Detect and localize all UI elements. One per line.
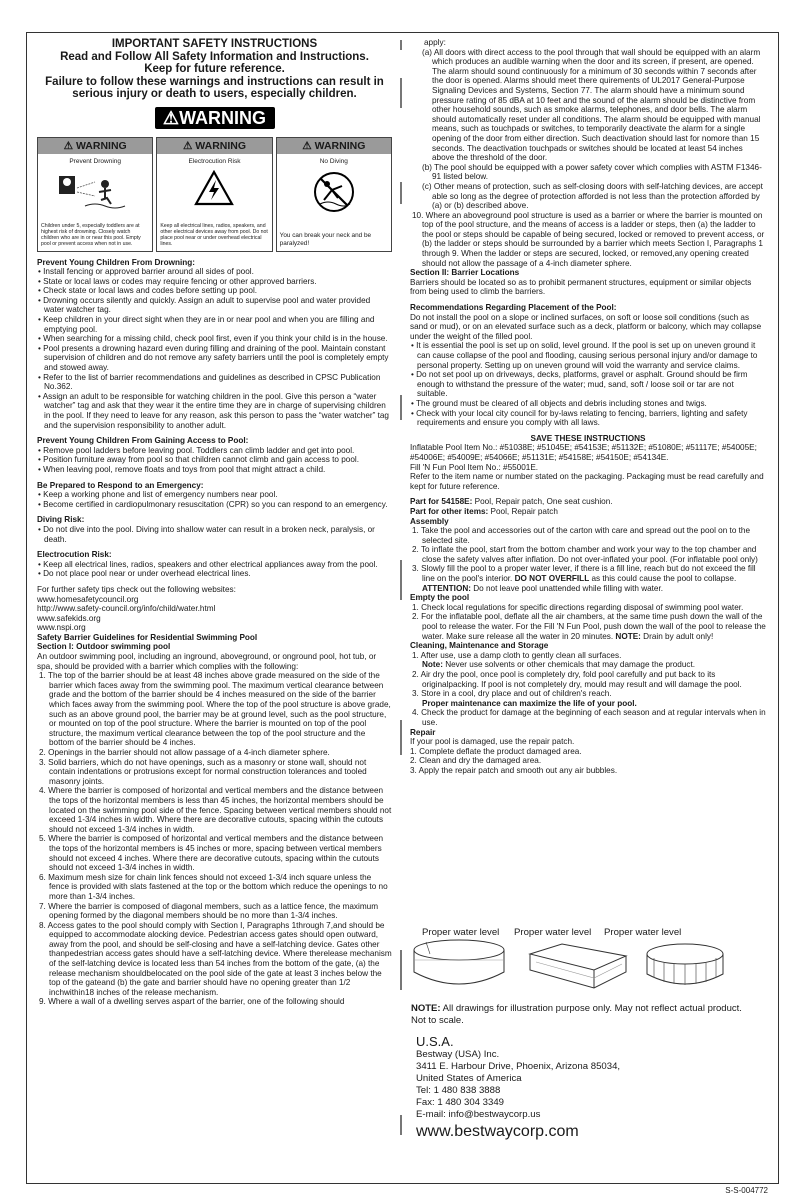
warning-box-text: Keep all electrical lines, radios, speakers, and other electrical devices away from pool. Do not place pool near or under overhead electrical lines.	[160, 223, 268, 248]
list-item: • Check with your local city council for by-laws relating to fencing, barriers, lighting and safety requirements and ensure you comply with all laws.	[411, 408, 748, 428]
section1-heading: Section I: Outdoor swimming pool	[37, 642, 171, 652]
list-item: 2. To inflate the pool, start from the bottom chamber and work your way to the top chamber and close the safety valves after inflation. Do not over-inflated your pool. (For inflatable pool only)	[412, 545, 758, 564]
margin-mark	[400, 395, 402, 420]
fill-n-fun-pool-drawing	[640, 936, 730, 996]
list-item: • Keep all electrical lines, radios, speakers and other electrical appliances away from the pool.	[38, 559, 378, 569]
section2-text: Barriers should be located so as to prohibit permanent structures, equipment or similar objects from being used to climb the barriers.	[410, 277, 752, 297]
margin-mark	[400, 1115, 402, 1135]
list-item: • Keep a working phone and list of emergency numbers near pool.	[38, 490, 278, 500]
section1-intro: An outdoor swimming pool, including an inground, aboveground, or onground pool, hot tub, or spa, should be provided with a barrier which complies with the following:	[37, 652, 377, 671]
list-item: 3. Store in a cool, dry place and out of children's reach.	[412, 689, 612, 699]
margin-mark	[400, 182, 402, 204]
warning-box-header: ⚠ WARNING	[277, 138, 391, 154]
list-item: 10. Where an aboveground pool structure is used as a barrier or where the barrier is mounted on top of the pool structure, and the means of access is a ladder or steps, then (a) the ladder to the pool or steps should be capable of being secured, locked or removed to prevent access, or (b) the ladder or steps should be surrounded by a barrier which meets Section I, Paragraphs 1 through 9. When the ladder or steps are secured, locked, or removed,any opening created should not allow the passage of a 4-inch diameter sphere.	[412, 210, 765, 268]
diving-heading: Diving Risk:	[37, 515, 85, 525]
water-level-label: Proper water level	[422, 927, 500, 938]
attention-text: ATTENTION: Do not leave pool unattended while filling with water.	[422, 583, 664, 593]
list-item: 2. For the inflatable pool, deflate all the air chambers, at the same time push down the wall of the pool to release the water. For the Fill 'N Fun Pool, push down the wall of the pool to release the water. Make sure release all the water in 20 minutes. NOTE: Drain by adult only!	[412, 612, 766, 641]
list-item: (b) The pool should be equipped with a power safety cover which complies with ASTM F1346-91 listed below.	[422, 162, 762, 182]
phone: Tel: 1 480 838 3888	[416, 1085, 501, 1096]
warning-box-text: You can break your neck and be paralyzed!	[279, 231, 372, 247]
warning-box-diving	[276, 137, 392, 252]
drowning-icon	[55, 170, 135, 214]
website-link[interactable]: www.homesafetycouncil.org	[37, 594, 139, 604]
address-line: United States of America	[416, 1073, 522, 1084]
list-item: 3. Solid barriers, which do not have openings, such as a masonry or stone wall, should not contain indentations or protrusions except for normal construction tolerances and tooled masonry joints.	[39, 757, 367, 786]
inflatable-items: Inflatable Pool Item No.: #51038E; #51045E; #54153E; #51132E; #51080E; #51117E; #54005E; #54006E; #54009E; #54066E; #51131E; #54158E; #54150E; #54134E.	[410, 443, 757, 462]
list-item: • It is essential the pool is set up on solid, level ground. If the pool is set up on uneven ground it can cause collapse of the pool and flooding, causing serious personal injury and/or damage to personal property. Setting up on uneven ground will void the warranty and service claims.	[411, 341, 758, 370]
list-item: • Do not set pool up on driveways, decks, platforms, gravel or asphalt. Ground should be firm enough to withstand the pressure of the water; mud, sand, soft / loose soil or tar are not suitable.	[411, 370, 748, 399]
right-column	[410, 38, 766, 776]
placement-intro: Do not install the pool on a slope or inclined surfaces, on soft or loose soil conditions (such as sand or mud), or on an elevated surface such as a deck, platform or balcony, which may collapse under the weight of the filled pool.	[410, 312, 762, 341]
left-column	[37, 38, 392, 1007]
list-item: 1. Check local regulations for specific directions regarding disposal of swimming pool water.	[412, 602, 744, 612]
document-code: S-S-004772	[725, 1186, 768, 1195]
list-item: 1. Complete deflate the product damaged area.	[410, 746, 582, 756]
margin-mark	[400, 78, 402, 108]
list-item: 4. Check the product for damage at the beginning of each season and at regular intervals when in use.	[412, 708, 766, 727]
save-instructions-heading: SAVE THESE INSTRUCTIONS	[530, 433, 646, 443]
margin-mark	[400, 720, 402, 755]
warning-box-title: Electrocution Risk	[188, 157, 241, 165]
list-item: (a) All doors with direct access to the pool through that wall should be equipped with an alarm which produces an audible warning when the door and its screen, if present, are opened. The alarm should sound continuously for a minimum of 30 seconds within 7 seconds after the door is opened. Alarms should meet there quirements of UL2017 General-Purpose Signaling Devices and Systems, Section 77. The alarm should have a minimum sound pressure rating of 85 dBA at 10 feet and the sound of the alarm should be distinctive from other household sounds, such as smoke alarms, telephones, and door bells. The alarm should automatically reset under all conditions. The alarm should be equipped with manual means, such as touchpads or switches, to temporarily deactivate the alarm for a single opening of the door from either direction. Such deactivation should last for nomore than 15 seconds. The deactivation touchpads or switches should be located at least 54 inches above the threshold of the door.	[422, 47, 761, 163]
warning-triangle-icon: ⚠	[162, 107, 180, 128]
list-item: • Pool presents a drowning hazard even during filling and draining of the pool. Maintain constant supervision of children and do not remove any safety barriers until the pool is completely empty and stowed away.	[38, 343, 389, 373]
list-item: • Install fencing or approved barrier around all sides of pool.	[38, 267, 254, 277]
refer-text: Refer to the item name or number stated on the packaging. Packaging must be read carefully and kept for future reference.	[410, 472, 764, 491]
list-item: 7. Where the barrier is composed of diagonal members, such as a lattice fence, the maximum opening formed by the diagonal members should be no more than 1-3/4 inches.	[39, 901, 379, 921]
water-level-label: Proper water level	[514, 927, 592, 938]
list-item: 8. Access gates to the pool should comply with Section I, Paragraphs 1through 7,and should be equipped to accommodate alocking device. Pedestrian access gates should open outward, away from the pool, and should be self-closing and have a self-latching device. Gates other thanpedestrian access gates should have a self-latching device. Where therelease mechanism of the self-latching device is located less than 54 inches from the bottom of the gate, (a) the release mechanism shouldbelocated on the pool side of the gate at least 3 inches below the top of the gateand (b) the gate and barrier should have no opening greater than 1/2 inchwithin18 inches of the release mechanism.	[39, 920, 392, 997]
list-item: • When searching for a missing child, check pool first, even if you think your child is in the house.	[38, 334, 388, 344]
contact-block	[416, 1034, 756, 1141]
warning-box-title: No Diving	[319, 157, 348, 165]
section2-heading: Section II: Barrier Locations	[410, 268, 520, 278]
list-item: 5. Where the barrier is composed of horizontal and vertical members and the distance between the tops of the horizontal members is 45 inches or more, spacing between vertical members should not exceed 4 inches. Where there are decorative cutouts, spacing within the cutouts should not exceed 1-3/4 inches in width.	[39, 834, 384, 873]
list-item: • Do not dive into the pool. Diving into shallow water can result in a broken neck, paralysis, or death.	[38, 524, 375, 544]
electrocution-heading: Electrocution Risk:	[37, 550, 112, 560]
header-title: IMPORTANT SAFETY INSTRUCTIONS	[111, 38, 318, 50]
margin-mark	[400, 40, 402, 50]
list-item: 4. Where the barrier is composed of horizontal and vertical members and the distance between the tops of the horizontal members is less than 45 inches, the horizontal members should be located on the swimming pool side of the fence. Spacing between vertical members should not exceed 1-3/4 inches in width. Where there are decorative cutouts, spacing within the cutouts should not exceed 1-3/4 inches in width.	[39, 786, 392, 834]
cleaning-heading: Cleaning, Maintenance and Storage	[410, 641, 549, 651]
company-name: Bestway (USA) Inc.	[416, 1049, 500, 1060]
empty-heading: Empty the pool	[410, 593, 470, 603]
header-keep: Keep for future reference.	[144, 63, 285, 75]
list-item: 3. Slowly fill the pool to a proper water lever, if there is a fill line, reach but do not exceed the fill line on the pool's interior. DO NOT OVERFILL as this could cause the pool to collapse.	[412, 564, 756, 584]
warning-box-header: ⚠ WARNING	[157, 138, 271, 154]
list-item: • Drowning occurs silently and quickly. Assign an adult to supervise pool and water provided water watcher tag.	[38, 295, 371, 315]
list-item: 2. Clean and dry the damaged area.	[410, 756, 542, 766]
header-failure: Failure to follow these warnings and instructions can result in serious injury or death to users, especially children.	[45, 75, 384, 100]
fill-fun-items: Fill 'N Fun Pool Item No.: #55001E.	[410, 462, 539, 472]
apply-text: apply:	[424, 38, 446, 47]
repair-heading: Repair	[410, 727, 436, 737]
no-diving-icon	[312, 170, 356, 214]
website-link[interactable]: www.bestwaycorp.com	[416, 1123, 579, 1140]
list-item: 1. The top of the barrier should be at least 48 inches above grade measured on the side of the barrier which faces away from the swimming pool. The maximum vertical clearance between grade and the bottom of the barrier should be 4 inches measured on the side of the barrier which faces away from the swimming pool. Where the top of the pool structure is above grade, such as an above ground pool, the barrier may be at ground level, such as the pool structure, or mounted on top of the pool structure. Where the barrier is mounted on top of the pool structure, the maximum vertical clearance between the top of the pool structure and the bottom of the barrier should be 4 inches.	[39, 671, 391, 748]
list-item: • State or local laws or codes may require fencing or other approved barriers.	[38, 276, 317, 286]
parts-other: Part for other items: Pool, Repair patch	[410, 506, 558, 516]
rectangular-pool-drawing	[522, 936, 632, 996]
address-line: 3411 E. Harbour Drive, Phoenix, Arizona 85034,	[416, 1061, 621, 1072]
email[interactable]: E-mail: info@bestwaycorp.us	[416, 1109, 541, 1120]
margin-mark	[400, 950, 402, 990]
parts-54158: Part for 54158E: Pool, Repair patch, One seat cushion.	[410, 497, 613, 507]
round-pool-drawing	[404, 936, 514, 996]
list-item: • Refer to the list of barrier recommendations and guidelines as described in CPSC Publication No.362.	[38, 372, 381, 392]
list-item: 1. After use, use a damp cloth to gently clean all surfaces.	[412, 650, 622, 660]
warning-box-text: Children under 5, especially toddlers are at highest risk of drowning. Closely watch children who are in or near this pool. Empty pool or prevent access when not in use.	[41, 223, 141, 248]
assembly-heading: Assembly	[410, 516, 449, 526]
website-link[interactable]: http://www.safety-council.org/info/child/water.html	[37, 604, 216, 614]
fax: Fax: 1 480 304 3349	[416, 1097, 505, 1108]
list-item: • The ground must be cleared of all objects and debris including stones and twigs.	[411, 398, 707, 408]
illustration-note: NOTE: All drawings for illustration purpose only. May not reflect actual product. Not to scale.	[411, 1003, 742, 1026]
list-item: (c) Other means of protection, such as self-closing doors with self-latching devices, are accept able so long as the degree of protection afforded is not less than the protection afforded by (a) or (b) described above.	[422, 181, 763, 211]
list-item: • Remove pool ladders before leaving pool. Toddlers can climb ladder and get into pool.	[38, 445, 355, 455]
website-link[interactable]: www.safekids.org	[37, 613, 101, 623]
header-subtitle: Read and Follow All Safety Information and Instructions.	[60, 50, 369, 63]
website-link[interactable]: www.nspi.org	[37, 623, 86, 633]
list-item: 9. Where a wall of a dwelling serves aspart of the barrier, one of the following should	[39, 997, 345, 1007]
warning-box-drowning	[37, 137, 153, 252]
list-item: • When leaving pool, remove floats and toys from pool that might attract a child.	[38, 464, 326, 474]
list-item: • Do not place pool near or under overhead electrical lines.	[38, 569, 251, 579]
warning-banner: ⚠WARNING	[155, 107, 275, 129]
placement-heading: Recommendations Regarding Placement of the Pool:	[410, 303, 617, 313]
list-item: 3. Apply the repair patch and smooth out any air bubbles.	[410, 765, 618, 775]
access-heading: Prevent Young Children From Gaining Access to Pool:	[37, 436, 249, 446]
maintenance-tip: Proper maintenance can maximize the life of your pool.	[422, 698, 637, 708]
list-item: 1. Take the pool and accessories out of the carton with care and spread out the pool on to the selected site.	[412, 526, 751, 545]
drowning-heading: Prevent Young Children From Drowning:	[37, 257, 195, 267]
list-item: • Position furniture away from pool so that children cannot climb and gain access to pool.	[38, 455, 359, 465]
warning-box-electrocution	[156, 137, 272, 252]
list-item: 2. Openings in the barrier should not allow passage of a 4-inch diameter sphere.	[39, 748, 330, 757]
list-item: • Become certified in cardiopulmonary resuscitation (CPR) so you can respond to an emergency.	[38, 499, 388, 509]
repair-intro: If your pool is damaged, use the repair patch.	[410, 737, 575, 747]
list-item: • Assign an adult to be responsible for watching children in the pool. Give this person a “water watcher” tag and ask that they wear it the entire time they are in charge of supervising children in the pool. If they need to leave for any reason, ask this person to pass the “water watcher” tag and the supervision responsibility to another adult.	[38, 391, 389, 430]
water-level-label: Proper water level	[604, 927, 682, 938]
list-item: 2. Air dry the pool, once pool is completely dry, fold pool carefully and put back to its originalpacking. If pool is not completely dry, mould may result and will damage the pool.	[412, 670, 742, 689]
list-item: • Keep children in your direct sight when they are in or near pool and when you are filling and emptying pool.	[38, 315, 375, 334]
clean-note: Note: Never use solvents or other chemicals that may damage the product.	[422, 660, 696, 670]
electric-shock-icon	[194, 170, 234, 206]
country-heading: U.S.A.	[416, 1034, 454, 1049]
margin-mark	[400, 560, 402, 600]
websites-intro: For further safety tips check out the following websites:	[37, 584, 236, 594]
warning-box-header: ⚠ WARNING	[38, 138, 152, 154]
warning-box-title: Prevent Drowning	[69, 157, 121, 165]
emergency-heading: Be Prepared to Respond to an Emergency:	[37, 480, 204, 490]
list-item: • Check state or local laws and codes before setting up pool.	[38, 286, 258, 296]
warning-panels	[37, 137, 392, 252]
list-item: 6. Maximum mesh size for chain link fences should not exceed 1-3/4 inch square unless the fence is provided with slats fastened at the top or the bottom which reduce the openings to no more than 1-3/4 inches.	[39, 872, 388, 901]
barrier-heading: Safety Barrier Guidelines for Residential Swimming Pool	[37, 632, 258, 642]
